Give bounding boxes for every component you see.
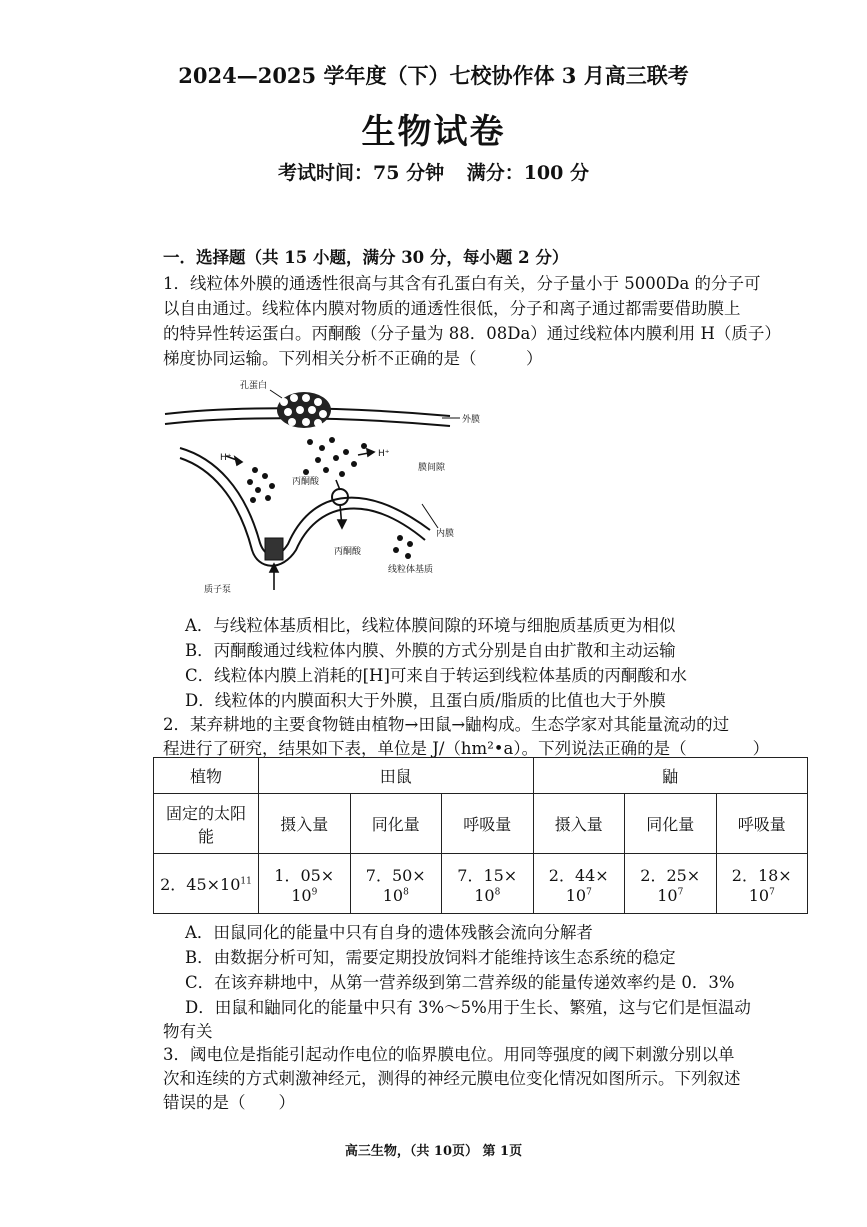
- exam-title: 2024—2025 学年度（下）七校协作体 3 月高三联考: [178, 63, 689, 88]
- question-2-option-a: A．田鼠同化的能量中只有自身的遗体残骸会流向分解者: [185, 923, 593, 942]
- table-group-vole: 田鼠: [259, 758, 534, 794]
- question-1-option-d: D．线粒体的内膜面积大于外膜，且蛋白质/脂质的比值也大于外膜: [185, 691, 666, 710]
- question-1-line: 的特异性转运蛋白。丙酮酸（分子量为 88．08Da）通过线粒体内膜利用 H（质子）: [163, 324, 781, 343]
- question-3-line: 3．阈电位是指能引起动作电位的临界膜电位。用同等强度的阈下刺激分别以单: [163, 1045, 735, 1064]
- table-value-cell: 2．18× $10^7$: [716, 854, 808, 914]
- question-1-option-a: A．与线粒体基质相比，线粒体膜间隙的环境与细胞质基质更为相似: [185, 616, 676, 635]
- question-3-line: 次和连续的方式刺激神经元，测得的神经元膜电位变化情况如图所示。下列叙述: [163, 1069, 741, 1088]
- inner-membrane-line-2: [180, 458, 425, 566]
- table-group-plant: 植物: [154, 758, 259, 794]
- question-1-line: 梯度协同运输。下列相关分析不正确的是（ ）: [163, 349, 543, 368]
- question-2-option-b: B．由数据分析可知，需要定期投放饲料才能维持该生态系统的稳定: [185, 948, 676, 967]
- arrowhead: [367, 449, 374, 456]
- table-header-cell: 呼吸量: [442, 794, 534, 854]
- mitochondria-membrane-diagram: [160, 378, 500, 600]
- full-score: 满分：100 分: [466, 162, 589, 184]
- table-value-row: [154, 854, 808, 914]
- pyruvate-label-bottom: 丙酮酸: [334, 547, 362, 557]
- porin-protein: [277, 392, 331, 428]
- table-value-cell: 7．15× $10^8$: [442, 854, 534, 914]
- intermembrane-space-label: 膜间隙: [418, 463, 446, 473]
- pyruvate-label-top: 丙酮酸: [292, 477, 320, 487]
- question-2-option-d-cont: 物有关: [163, 1022, 213, 1041]
- outer-membrane-label: 外膜: [462, 415, 481, 425]
- inner-membrane-label: 内膜: [436, 529, 455, 539]
- page-footer: 高三生物，（共 10页） 第 1页: [344, 1144, 523, 1159]
- section-heading: 一．选择题（共 15 小题，满分 30 分，每小题 2 分）: [163, 248, 569, 267]
- question-2-line: 程进行了研究，结果如下表，单位是 J/（hm²•a）。下列说法正确的是（ ）: [163, 739, 770, 758]
- table-header-row: [154, 794, 808, 854]
- table-value-cell: 2．44× $10^7$: [533, 854, 625, 914]
- porin-label: 孔蛋白: [240, 381, 268, 391]
- table-header-cell: 摄入量: [259, 794, 351, 854]
- question-2-option-d: D．田鼠和鼬同化的能量中只有 3%～5%用于生长、繁殖，这与它们是恒温动: [185, 998, 751, 1017]
- table-header-cell: 同化量: [350, 794, 442, 854]
- exam-info: [0, 158, 867, 185]
- question-3-line: 错误的是（ ）: [163, 1093, 295, 1112]
- table-header-cell: 摄入量: [533, 794, 625, 854]
- question-1-option-c: C．线粒体内膜上消耗的[H]可来自于转运到线粒体基质的丙酮酸和水: [185, 666, 687, 685]
- exam-time: 考试时间：75 分钟: [278, 162, 445, 184]
- h-plus-label-right: H⁺: [378, 449, 390, 459]
- table-value-cell: 1．05× $10^9$: [259, 854, 351, 914]
- subject-title: 生物试卷: [361, 112, 506, 152]
- proton-pump-label: 质子泵: [204, 585, 232, 595]
- table-group-weasel: 鼬: [533, 758, 808, 794]
- question-1-line: 1．线粒体外膜的通透性很高与其含有孔蛋白有关，分子量小于 5000Da 的分子可: [163, 274, 761, 293]
- question-2-line: 2．某弃耕地的主要食物链由植物→田鼠→鼬构成。生态学家对其能量流动的过: [163, 715, 730, 734]
- table-value-cell: 7．50× $10^8$: [350, 854, 442, 914]
- energy-flow-table: [153, 757, 808, 914]
- question-1-option-b: B．丙酮酸通过线粒体内膜、外膜的方式分别是自由扩散和主动运输: [185, 641, 676, 660]
- question-1-line: 以自由通过。线粒体内膜对物质的通透性很低，分子和离子通过都需要借助膜上: [163, 299, 741, 318]
- table-value-cell: 2．25× $10^7$: [625, 854, 717, 914]
- matrix-label: 线粒体基质: [388, 565, 434, 575]
- arrowhead: [338, 520, 346, 528]
- arrowhead: [235, 457, 242, 465]
- table-group-row: [154, 758, 808, 794]
- table-header-cell: 固定的太阳能: [154, 794, 259, 854]
- table-header-cell: 呼吸量: [716, 794, 808, 854]
- inner-membrane-line-1: [180, 448, 430, 555]
- h-plus-label-left: H⁺: [220, 453, 232, 463]
- table-value-cell: 2．$45\times 10^{11}$: [154, 854, 259, 914]
- question-2-option-c: C．在该弃耕地中，从第一营养级到第二营养级的能量传递效率约是 0．3%: [185, 973, 735, 992]
- table-header-cell: 同化量: [625, 794, 717, 854]
- proton-pump-protein: [265, 538, 283, 560]
